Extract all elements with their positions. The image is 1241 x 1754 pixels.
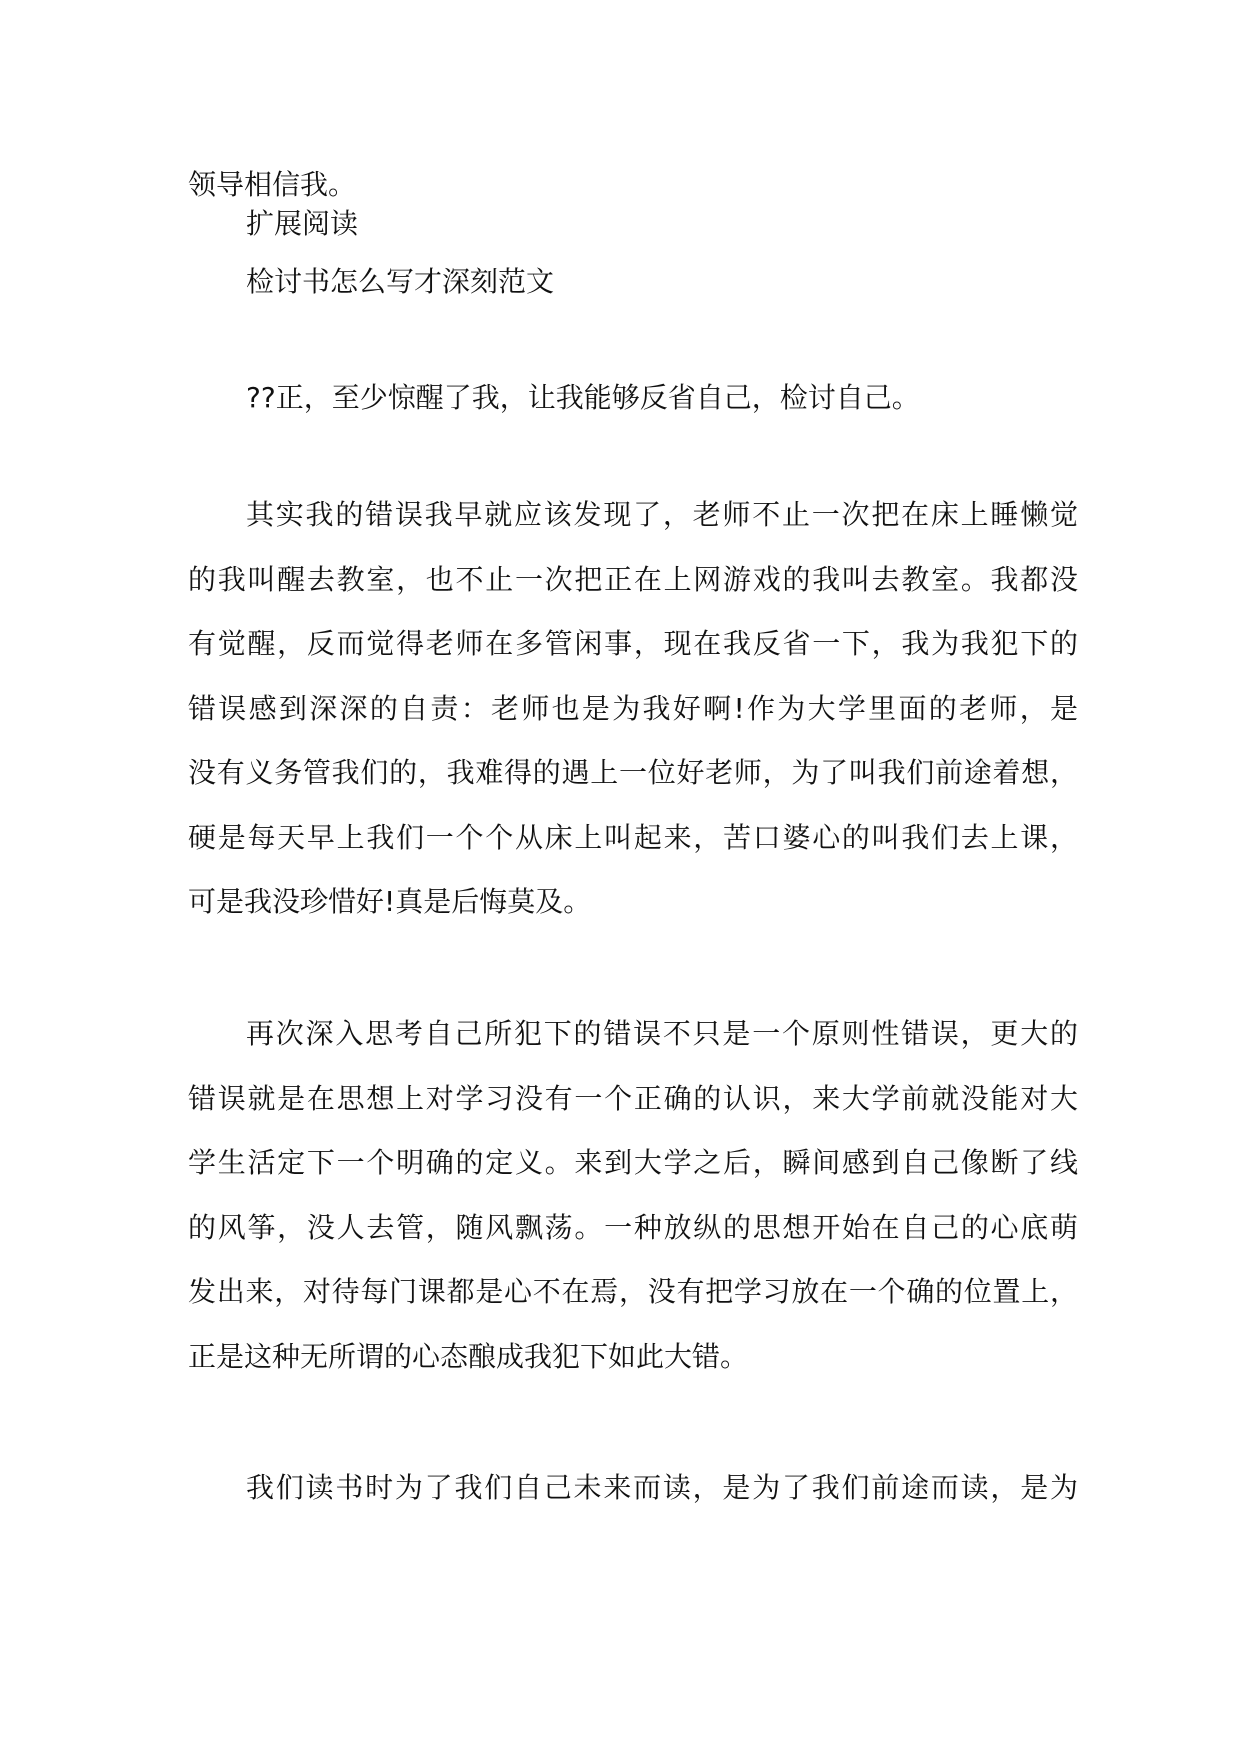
extended-reading-title: 检讨书怎么写才深刻范文 xyxy=(246,265,555,298)
paragraph-4 xyxy=(188,1456,1078,1521)
opening-line: 领导相信我。 xyxy=(188,168,357,201)
paragraph-3 xyxy=(188,1002,1078,1389)
paragraph-line: 错误就是在思想上对学习没有一个正确的认识，来大学前就没能对大 xyxy=(188,1081,1078,1115)
paragraph-line: 我们读书时为了我们自己未来而读，是为了我们前途而读，是为 xyxy=(246,1471,1078,1504)
paragraph-1: ??正，至少惊醒了我，让我能够反省自己，检讨自己。 xyxy=(246,381,920,414)
paragraph-line: 有觉醒，反而觉得老师在多管闲事，现在我反省一下，我为我犯下的 xyxy=(188,627,1078,660)
paragraph-line: 的风筝，没人去管，随风飘荡。一种放纵的思想开始在自己的心底萌 xyxy=(188,1210,1078,1244)
paragraph-line: 其实我的错误我早就应该发现了，老师不止一次把在床上睡懒觉 xyxy=(246,498,1078,531)
paragraph-line: 发出来，对待每门课都是心不在焉，没有把学习放在一个确的位置上， xyxy=(188,1275,1078,1308)
paragraph-line: 正是这种无所谓的心态酿成我犯下如此大错。 xyxy=(188,1339,749,1373)
paragraph-line: 可是我没珍惜好!真是后悔莫及。 xyxy=(188,885,592,918)
paragraph-line: 再次深入思考自己所犯下的错误不只是一个原则性错误，更大的 xyxy=(246,1017,1078,1050)
paragraph-line: 硬是每天早上我们一个个从床上叫起来，苦口婆心的叫我们去上课， xyxy=(188,820,1078,854)
extended-reading-label: 扩展阅读 xyxy=(246,207,359,240)
paragraph-line: 没有义务管我们的，我难得的遇上一位好老师，为了叫我们前途着想， xyxy=(188,756,1078,789)
paragraph-line: 的我叫醒去教室，也不止一次把正在上网游戏的我叫去教室。我都没 xyxy=(188,562,1078,596)
paragraph-line: 错误感到深深的自责：老师也是为我好啊!作为大学里面的老师，是 xyxy=(188,691,1078,725)
paragraph-line: 学生活定下一个明确的定义。来到大学之后，瞬间感到自己像断了线 xyxy=(188,1146,1078,1179)
paragraph-2 xyxy=(188,483,1078,935)
